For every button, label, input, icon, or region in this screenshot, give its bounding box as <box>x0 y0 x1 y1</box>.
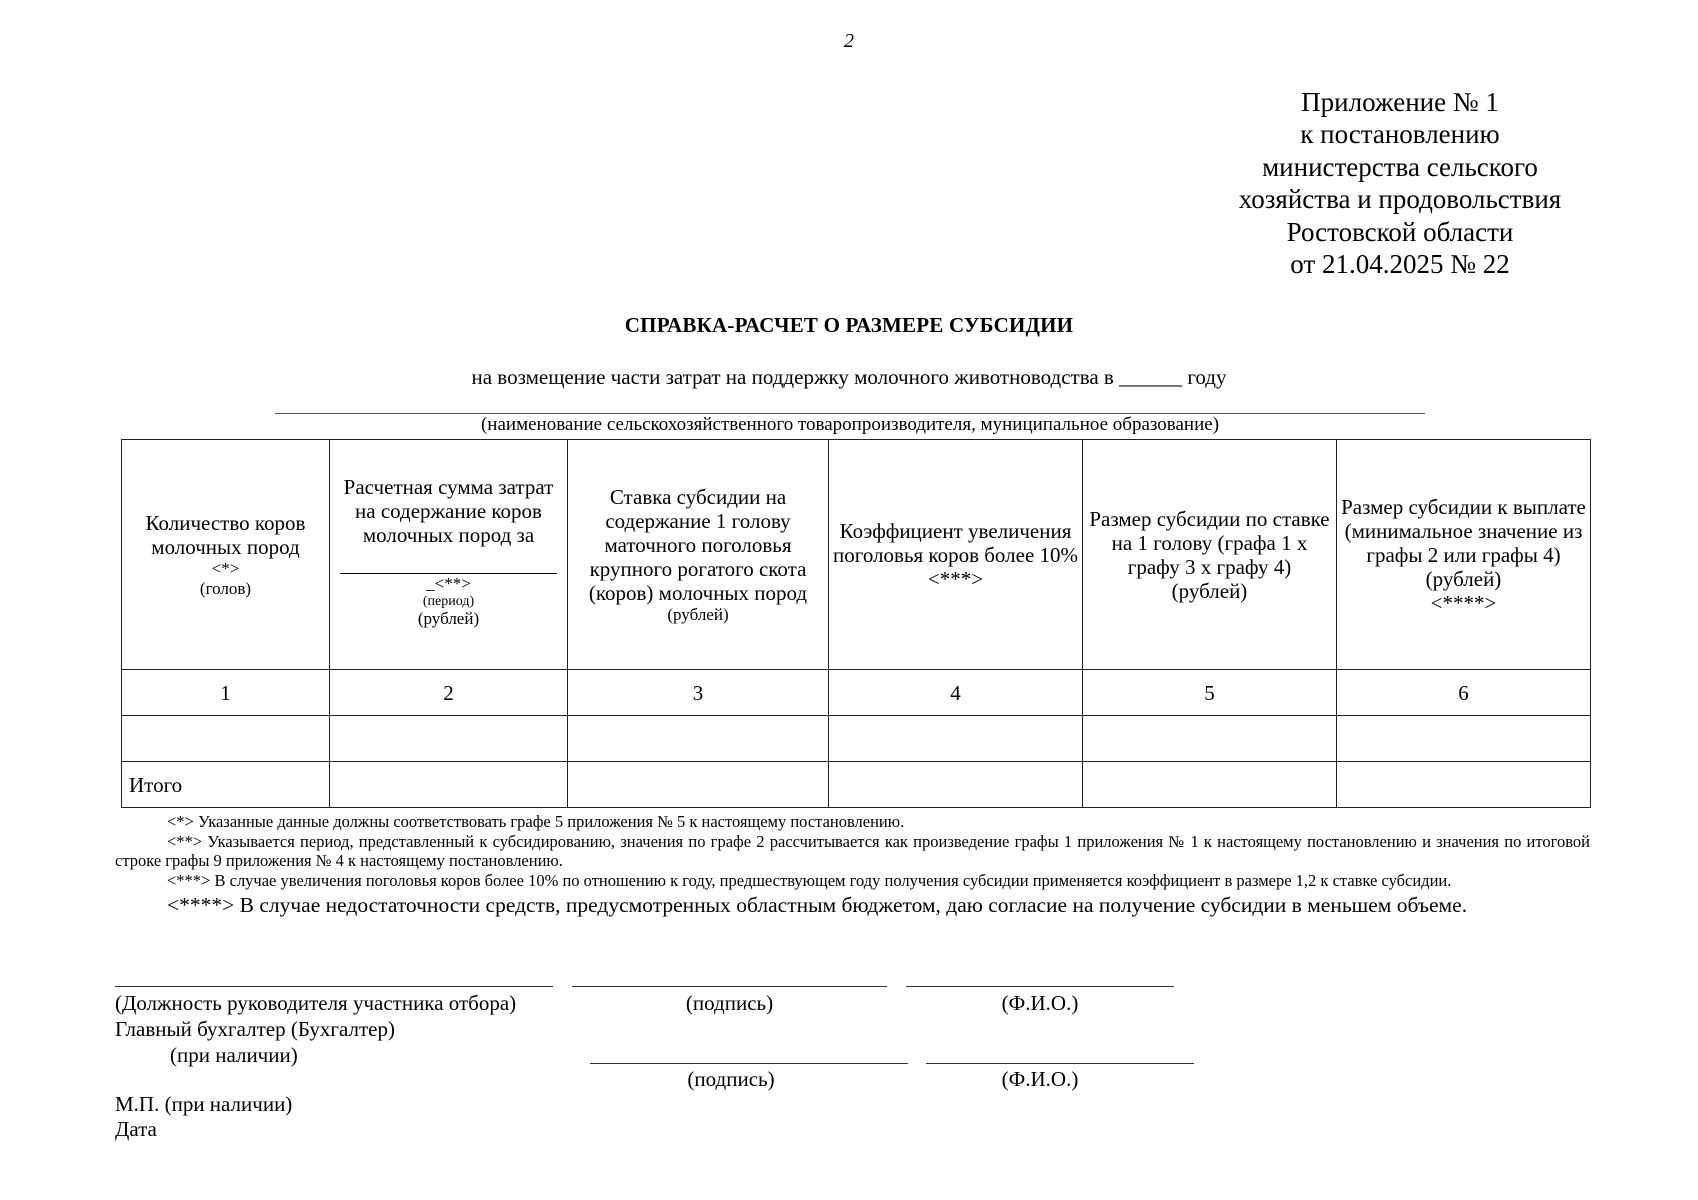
head-position-line <box>115 986 553 987</box>
footnote: <*> Указанные данные должны соответствовать графе 5 приложения № 5 к настоящему постановлению. <box>167 812 905 831</box>
table-cell[interactable] <box>829 762 1083 808</box>
column-number: 6 <box>1337 670 1591 716</box>
footnote: <**> Указывается период, представленный к субсидированию, значения по графе 2 рассчитывается как произведение графы 1 приложения № 1 к настоящему постановлению и значения по итоговой строке графы 9 приложения № 4 к настоящему постановлению. <box>115 831 1590 870</box>
head-fio-line <box>906 986 1174 987</box>
column-number: 3 <box>568 670 829 716</box>
accountant-fio-line <box>926 1063 1194 1064</box>
column-number: 2 <box>330 670 568 716</box>
table-cell[interactable] <box>1337 716 1591 762</box>
column-number: 1 <box>122 670 330 716</box>
head-fio-caption: (Ф.И.О.) <box>1001 991 1079 1015</box>
table-cell[interactable] <box>330 762 568 808</box>
appendix-line: Ростовской области <box>1286 216 1514 247</box>
header-coefficient: Коэффициент увеличения поголовья коров более 10% <***> <box>829 440 1083 670</box>
head-signature-caption: (подпись) <box>685 991 774 1015</box>
appendix-line: хозяйства и продовольствия <box>1238 184 1562 215</box>
appendix-line: от 21.04.2025 № 22 <box>1290 249 1510 280</box>
footnotes <box>115 812 1590 919</box>
column-number: 5 <box>1083 670 1337 716</box>
table-row <box>122 716 1591 762</box>
head-position-caption: (Должность руководителя участника отбора) <box>115 991 517 1015</box>
header-subsidy-payout: Размер субсидии к выплате (минимальное значение из графы 2 или графы 4) (рублей) <****> <box>1337 440 1591 670</box>
table-cell[interactable] <box>1337 762 1591 808</box>
header-subsidy-by-rate: Размер субсидии по ставке на 1 голову (графа 1 х графу 3 х графу 4) (рублей) <box>1083 440 1337 670</box>
appendix-line: министерства сельского <box>1262 151 1538 182</box>
document-subtitle: на возмещение части затрат на поддержку молочного животноводства в ______ году <box>471 365 1227 389</box>
head-signature-line <box>572 986 887 987</box>
table-cell[interactable] <box>568 762 829 808</box>
appendix-line: к постановлению <box>1300 119 1500 150</box>
document-title: СПРАВКА-РАСЧЕТ О РАЗМЕРЕ СУБСИДИИ <box>624 313 1074 337</box>
total-row <box>122 762 1591 808</box>
if-any-label: (при наличии) <box>170 1043 298 1067</box>
accountant-signature-line <box>590 1063 908 1064</box>
table-cell[interactable] <box>1083 762 1337 808</box>
column-number: 4 <box>829 670 1083 716</box>
header-estimated-costs: Расчетная сумма затрат на содержание коров молочных пород за _<**> (период) (рублей) <box>330 440 568 670</box>
page-number: 2 <box>844 30 854 52</box>
chief-accountant-label: Главный бухгалтер (Бухгалтер) <box>115 1017 395 1041</box>
column-numbers-row <box>122 670 1591 716</box>
table-header-row <box>122 440 1591 670</box>
table-cell[interactable] <box>829 716 1083 762</box>
table-cell[interactable] <box>122 716 330 762</box>
total-label: Итого <box>122 762 330 808</box>
footnote-consent: <****> В случае недостаточности средств, предусмотренных областным бюджетом, даю согласие на получение субсидии в меньшем объеме. <box>167 893 1468 917</box>
date-label: Дата <box>115 1117 157 1141</box>
stamp-label: М.П. (при наличии) <box>115 1092 293 1116</box>
header-subsidy-rate: Ставка субсидии на содержание 1 голову маточного поголовья крупного рогатого скота (коров) молочных пород (рублей) <box>568 440 829 670</box>
table-cell[interactable] <box>568 716 829 762</box>
table-cell[interactable] <box>1083 716 1337 762</box>
appendix-line: Приложение № 1 <box>1301 87 1499 117</box>
footnote: <***> В случае увеличения поголовья коров более 10% по отношению к году, предшествующем году получения субсидии применяется коэффициент в размере 1,2 к ставке субсидии. <box>167 870 1452 890</box>
subsidy-table <box>121 439 1591 808</box>
header-cows-count: Количество коров молочных пород <*> (голов) <box>122 440 330 670</box>
accountant-signature-caption: (подпись) <box>687 1067 775 1091</box>
producer-name-caption: (наименование сельскохозяйственного товаропроизводителя, муниципальное образование) <box>480 414 1220 435</box>
table-cell[interactable] <box>330 716 568 762</box>
appendix-block <box>1180 86 1620 280</box>
accountant-fio-caption: (Ф.И.О.) <box>1001 1067 1079 1091</box>
